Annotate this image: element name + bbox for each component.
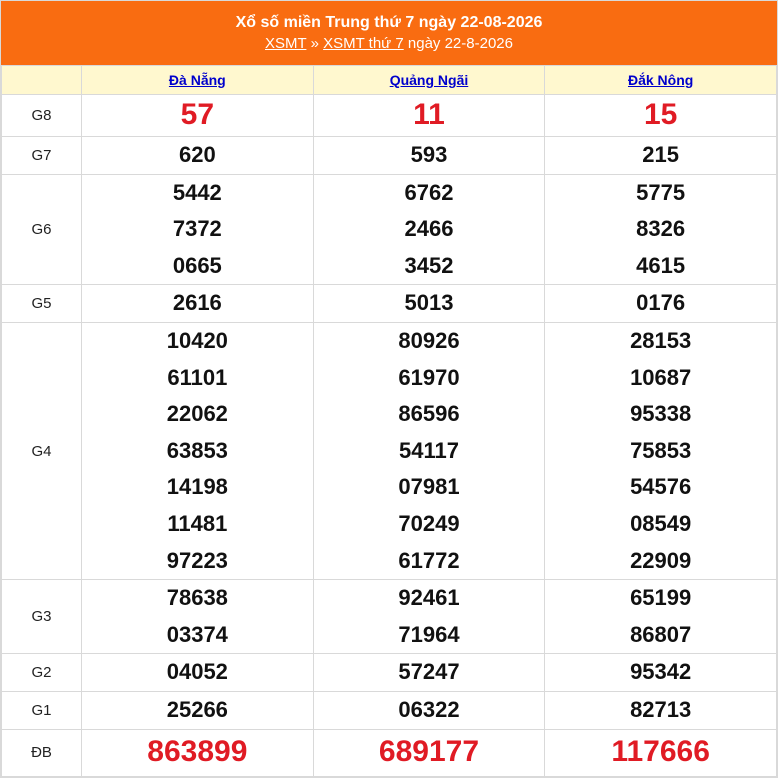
prize-cell	[545, 580, 777, 654]
prize-cell	[82, 691, 314, 729]
prize-cell	[545, 654, 777, 692]
prize-number: 08549	[630, 510, 692, 536]
prize-number: 2616	[172, 290, 222, 316]
province-link-quang-ngai[interactable]: Quảng Ngãi	[389, 72, 469, 88]
province-link-da-nang[interactable]: Đà Nẵng	[168, 72, 226, 88]
prize-cell	[545, 137, 777, 175]
prize-label: G6	[2, 174, 82, 285]
prize-row	[2, 691, 777, 729]
prize-cell	[313, 729, 545, 776]
prize-label: G4	[2, 322, 82, 579]
prize-number: 6762	[404, 179, 454, 205]
prize-row	[2, 580, 777, 654]
prize-number: 57247	[398, 659, 460, 685]
prize-number: 63853	[166, 437, 228, 463]
prize-number: 10420	[166, 327, 228, 353]
prize-number: 57	[180, 98, 215, 132]
prize-cell	[82, 285, 314, 323]
province-header-row	[2, 66, 777, 95]
prize-number: 22909	[630, 547, 692, 573]
prize-number: 2466	[404, 216, 454, 242]
prize-cell	[82, 137, 314, 175]
prize-number: 8326	[636, 216, 686, 242]
prize-number: 5013	[404, 290, 454, 316]
prize-number: 61101	[167, 364, 228, 390]
prize-label: G5	[2, 285, 82, 323]
prize-cell	[545, 174, 777, 285]
prize-number: 75853	[630, 437, 692, 463]
prize-cell	[82, 322, 314, 579]
prize-number: 14198	[166, 474, 228, 500]
prize-number: 11	[413, 98, 445, 132]
prize-label: G3	[2, 580, 82, 654]
breadcrumb-separator: »	[310, 35, 319, 52]
prize-label: G2	[2, 654, 82, 692]
province-header	[82, 66, 314, 95]
prize-number: 92461	[398, 585, 460, 611]
prize-row	[2, 654, 777, 692]
prize-number: 61970	[398, 364, 460, 390]
prize-row	[2, 729, 777, 776]
page-title: Xổ số miền Trung thứ 7 ngày 22-08-2026	[235, 14, 543, 31]
prize-number: 78638	[166, 585, 228, 611]
results-header	[1, 1, 777, 65]
prize-number: 86596	[398, 401, 460, 427]
prize-number: 117666	[611, 735, 710, 769]
prize-number: 620	[178, 142, 216, 167]
prize-number: 3452	[404, 252, 454, 278]
prize-row	[2, 322, 777, 579]
prize-number: 95342	[630, 659, 692, 685]
prize-row	[2, 285, 777, 323]
province-link-dak-nong[interactable]: Đắk Nông	[627, 72, 694, 88]
prize-cell	[82, 580, 314, 654]
prize-number: 10687	[630, 364, 692, 390]
prize-number: 5442	[172, 179, 222, 205]
province-header	[313, 66, 545, 95]
prize-number: 03374	[166, 621, 228, 647]
prize-cell	[82, 654, 314, 692]
prize-number: 54117	[399, 437, 459, 463]
prize-cell	[313, 95, 545, 137]
prize-cell	[545, 95, 777, 137]
breadcrumb-xsmt-saturday-link[interactable]: XSMT thứ 7	[323, 35, 404, 52]
prize-number: 65199	[630, 585, 692, 611]
results-body	[2, 95, 777, 777]
prize-label: G1	[2, 691, 82, 729]
prize-number: 82713	[630, 696, 692, 722]
prize-row	[2, 95, 777, 137]
prize-number: 15	[643, 98, 678, 132]
prize-cell	[313, 137, 545, 175]
prize-number: 215	[642, 142, 680, 167]
prize-cell	[313, 580, 545, 654]
prize-number: 70249	[398, 510, 460, 536]
prize-number: 61772	[398, 547, 460, 573]
prize-cell	[313, 174, 545, 285]
prize-number: 689177	[378, 735, 480, 769]
prize-cell	[313, 654, 545, 692]
prize-number: 0665	[172, 252, 222, 278]
results-table	[1, 65, 777, 777]
prize-label: G8	[2, 95, 82, 137]
prize-number: 0176	[636, 290, 686, 316]
prize-cell	[82, 729, 314, 776]
prize-row	[2, 174, 777, 285]
prize-number: 5775	[636, 179, 686, 205]
prize-number: 7372	[172, 216, 222, 242]
prize-number: 11481	[167, 510, 228, 536]
prize-cell	[545, 285, 777, 323]
prize-number: 07981	[398, 474, 460, 500]
prize-cell	[313, 285, 545, 323]
prize-number: 06322	[398, 696, 460, 722]
prize-number: 80926	[398, 327, 460, 353]
prize-number: 863899	[147, 735, 248, 769]
prize-cell	[545, 322, 777, 579]
prize-cell	[545, 691, 777, 729]
prize-number: 95338	[630, 401, 692, 427]
prize-label: ĐB	[2, 729, 82, 776]
prize-cell	[82, 174, 314, 285]
prize-number: 25266	[166, 696, 228, 722]
prize-number: 593	[410, 142, 448, 167]
prize-cell	[545, 729, 777, 776]
prize-number: 28153	[630, 327, 692, 353]
breadcrumb-date: ngày 22-8-2026	[407, 35, 513, 52]
prize-number: 71964	[398, 621, 460, 647]
prize-number: 86807	[630, 621, 692, 647]
breadcrumb	[1, 35, 777, 53]
prize-row	[2, 137, 777, 175]
prize-number: 97223	[166, 547, 228, 573]
prize-label-header	[2, 66, 82, 95]
breadcrumb-xsmt-link[interactable]: XSMT	[265, 35, 307, 52]
prize-cell	[313, 322, 545, 579]
prize-cell	[82, 95, 314, 137]
prize-number: 22062	[166, 401, 228, 427]
prize-label: G7	[2, 137, 82, 175]
prize-number: 4615	[636, 252, 686, 278]
prize-cell	[313, 691, 545, 729]
prize-number: 04052	[166, 659, 228, 685]
province-header	[545, 66, 777, 95]
prize-number: 54576	[630, 474, 692, 500]
